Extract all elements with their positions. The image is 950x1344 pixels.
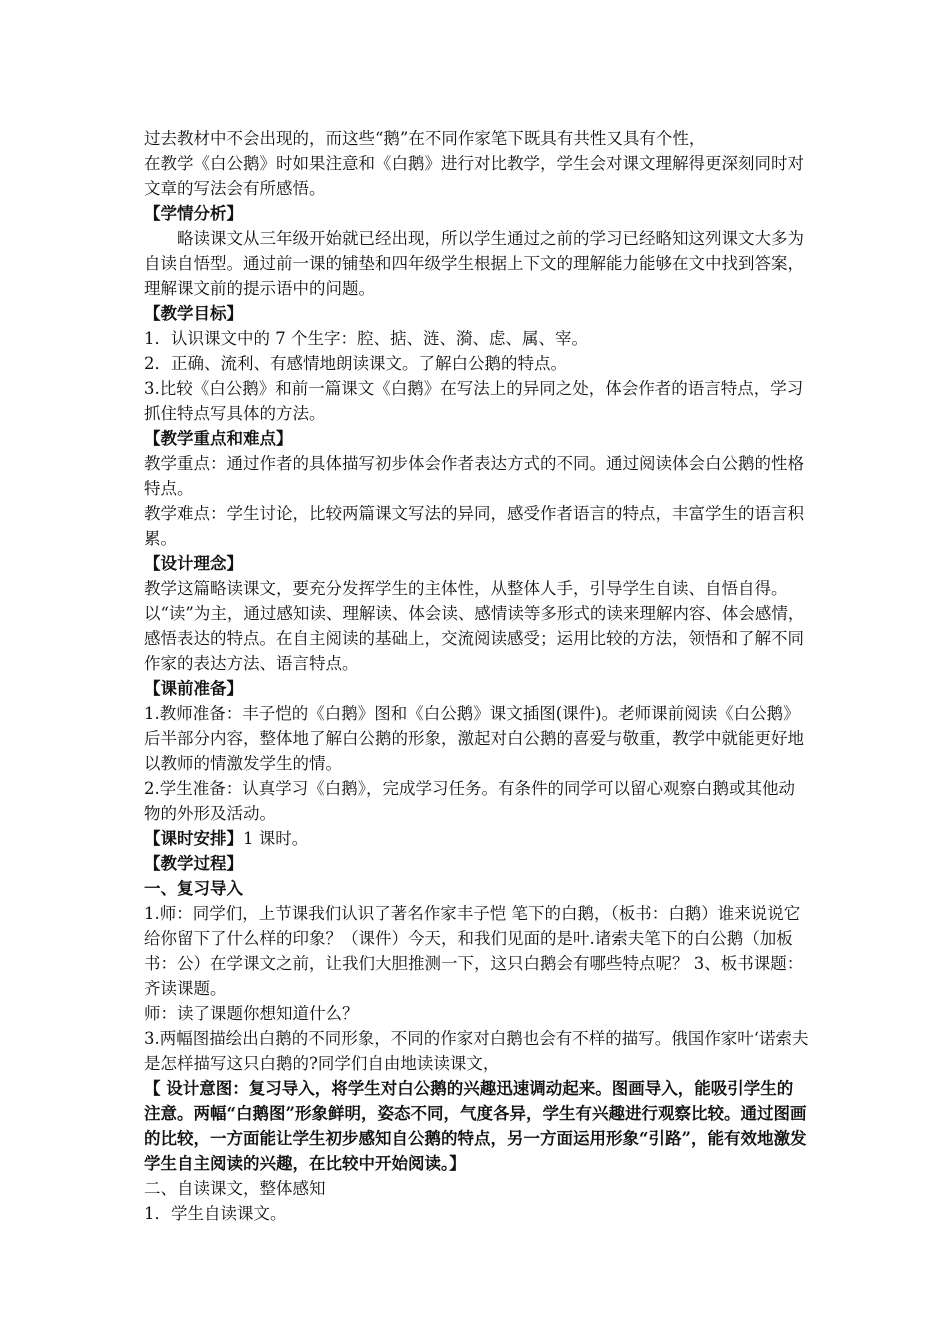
heading-key-points: 【教学重点和难点】 (144, 429, 293, 448)
heading-teaching-process: 【教学过程】 (144, 854, 243, 873)
intro-line-1: 过去教材中不会出现的，而这些“鹅”在不同作家笔下既具有共性又具有个性， (144, 129, 706, 148)
self-reading-item-1: 1．学生自读课文。 (144, 1204, 287, 1223)
class-hours-text: 1 课时。 (243, 829, 309, 848)
heading-preparation: 【课前准备】 (144, 679, 243, 698)
goal-item-2: 2．正确、流利、有感情地朗读课文。了解白公鹅的特点。 (144, 354, 567, 373)
difficulty-text: 教学难点：学生讨论，比较两篇课文写法的异同，感受作者语言的特点，丰富学生的语言积累。 (144, 504, 804, 548)
process-item-2: 师：读了课题你想知道什么？ (144, 1004, 359, 1023)
intro-line-2: 在教学《白公鹅》时如果注意和《白鹅》进行对比教学，学生会对课文理解得更深刻同时对文章的写法会有所感悟。 (144, 154, 804, 198)
student-analysis-text: 略读课文从三年级开始就已经出现，所以学生通过之前的学习已经略知这列课文大多为自读自悟型。通过前一课的铺垫和四年级学生根据上下文的理解能力能够在文中找到答案，理解课文前的提示语中的问题。 (144, 229, 804, 298)
design-intent-text: 【 设计意图：复习导入，将学生对白公鹅的兴趣迅速调动起来。图画导入，能吸引学生的注意。两幅“白鹅图”形象鲜明，姿态不同，气度各异，学生有兴趣进行观察比较。通过图画的比较，一方面能让学生初步感知自公鹅的特点，另一方面运用形象“引路”，能有效地激发学生自主阅读的兴趣，在比较中开始阅读。】 (144, 1079, 807, 1173)
heading-design-concept: 【设计理念】 (144, 554, 243, 573)
design-concept-text: 教学这篇略读课文，要充分发挥学生的主体性，从整体人手，引导学生自读、自悟自得。以“读”为主，通过感知读、理解读、体会读、感情读等多形式的读来理解内容、体会感情，感悟表达的特点。在自主阅读的基础上，交流阅读感受；运用比较的方法，领悟和了解不同作家的表达方法、语言特点。 (144, 579, 805, 673)
section-self-reading: 二、自读课文，整体感知 (144, 1179, 326, 1198)
section-review-intro: 一、复习导入 (144, 879, 243, 898)
key-point-text: 教学重点：通过作者的具体描写初步体会作者表达方式的不同。通过阅读体会白公鹅的性格特点。 (144, 454, 804, 498)
heading-teaching-goals: 【教学目标】 (144, 304, 243, 323)
process-item-3: 3.两幅图描绘出白鹅的不同形象，不同的作家对白鹅也会有不样的描写。俄国作家叶‘诺索夫是怎样描写这只白鹅的?同学们自由地读读课文， (144, 1029, 809, 1073)
heading-class-hours: 【课时安排】 (144, 829, 243, 848)
class-hours-line (144, 826, 809, 851)
preparation-item-2: 2.学生准备：认真学习《白鹅》，完成学习任务。有条件的同学可以留心观察白鹅或其他动物的外形及活动。 (144, 779, 795, 823)
heading-student-analysis: 【学情分析】 (144, 204, 243, 223)
process-item-1: 1.师：同学们，上节课我们认识了著名作家丰子恺 笔下的白鹅，（板书：白鹅）谁来说说它给你留下了什么样的印象？（课件）今天，和我们见面的是叶.诸索夫笔下的白公鹅（加板书：公）在学课文之前，让我们大胆推测一下，这只白鹅会有哪些特点呢？ 3、板书课题：齐读课题。 (144, 904, 804, 998)
preparation-item-1: 1.教师准备：丰子恺的《白鹅》图和《白公鹅》课文插图(课件)。老师课前阅读《白公鹅》后半部分内容，整体地了解白公鹅的形象，激起对白公鹅的喜爱与敬重，教学中就能更好地以教师的情激发学生的情。 (144, 704, 804, 773)
goal-item-3: 3.比较《白公鹅》和前一篇课文《白鹅》在写法上的异同之处，体会作者的语言特点，学习抓住特点写具体的方法。 (144, 379, 804, 423)
goal-item-1: 1．认识课文中的 7 个生字：腔、掂、涟、漪、虑、属、宰。 (144, 329, 588, 348)
document-body (144, 126, 809, 1226)
